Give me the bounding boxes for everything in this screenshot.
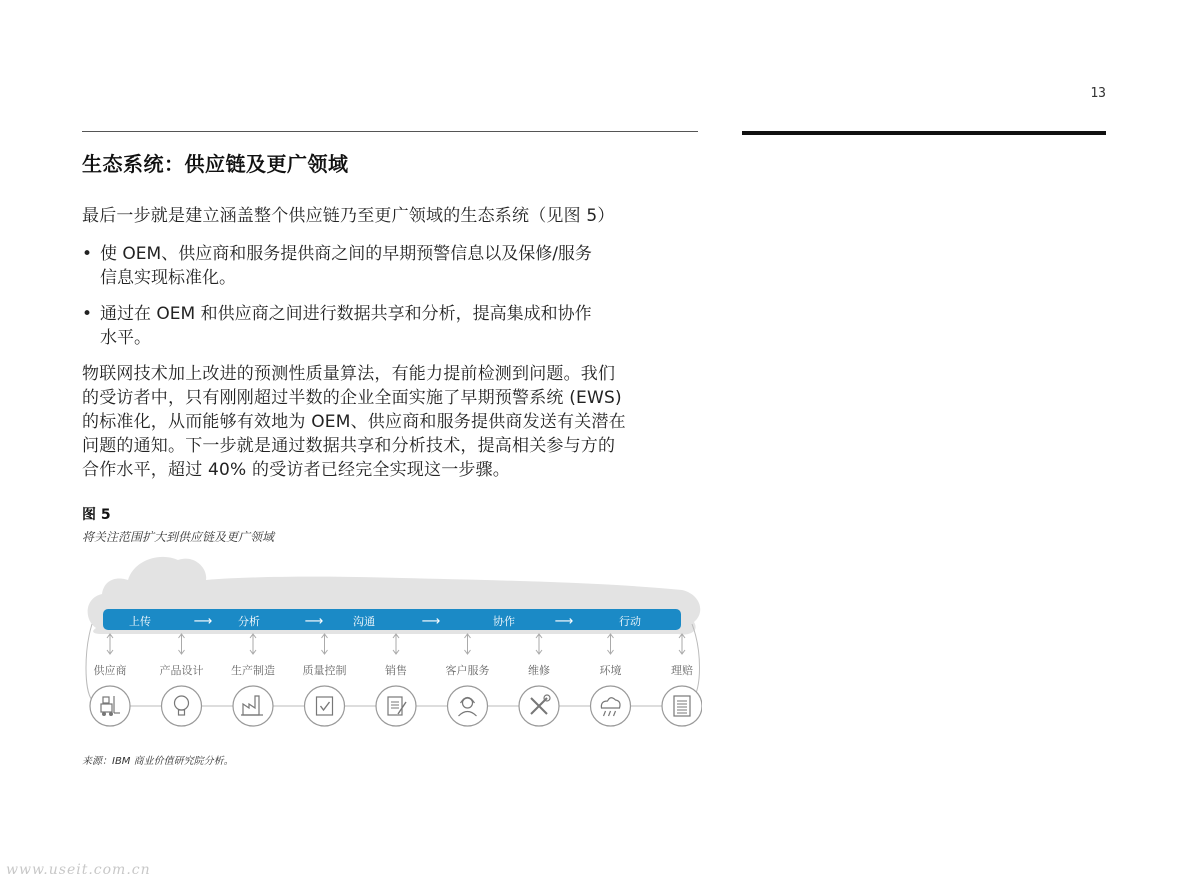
bullet-list	[82, 242, 698, 350]
body-line: 的标准化，从而能够有效地为 OEM、供应商和服务提供商发送有关潜在	[82, 412, 626, 432]
body-line: 问题的通知。下一步就是通过数据共享和分析技术，提高相关参与方的	[82, 436, 616, 456]
node-label: 环境	[599, 664, 622, 677]
bullet-text: 使 OEM、供应商和服务提供商之间的早期预警信息以及保修/服务	[100, 244, 592, 264]
node-label: 质量控制	[302, 664, 347, 677]
sidebar-rule	[742, 131, 1106, 135]
node-circle	[591, 686, 631, 726]
node-label: 客户服务	[445, 664, 490, 677]
ecosystem-diagram	[82, 550, 702, 740]
process-step-label: 分析	[238, 615, 260, 628]
node-document	[662, 634, 702, 726]
process-step-label: 行动	[619, 615, 641, 628]
bullet-item	[82, 242, 660, 290]
body-line: 合作水平，超过 40% 的受访者已经完全实现这一步骤。	[82, 460, 510, 480]
page-number: 13	[1090, 86, 1106, 101]
node-circle	[376, 686, 416, 726]
bullet-item	[82, 302, 660, 350]
bullet-text: 水平。	[100, 328, 151, 348]
process-arrow-icon: ⟶	[554, 614, 574, 629]
node-label: 销售	[385, 664, 407, 677]
node-circle	[662, 686, 702, 726]
node-checklist	[303, 634, 347, 726]
ecosystem-diagram-svg	[82, 550, 702, 740]
node-weather	[591, 634, 631, 726]
process-step-label: 沟通	[353, 615, 375, 628]
bullet-text: 通过在 OEM 和供应商之间进行数据共享和分析，提高集成和协作	[100, 304, 592, 324]
node-contract	[376, 634, 416, 726]
body-paragraph	[82, 362, 698, 482]
watermark: www.useit.com.cn	[6, 862, 151, 878]
process-arrow-icon: ⟶	[304, 614, 324, 629]
node-headset-agent	[446, 634, 490, 726]
node-circle	[305, 686, 345, 726]
section-title: 生态系统：供应链及更广领域	[82, 152, 349, 176]
figure-subtitle: 将关注范围扩大到供应链及更广领域	[82, 530, 275, 544]
node-label: 维修	[528, 664, 550, 677]
node-tools	[519, 634, 559, 726]
node-label: 生产制造	[231, 664, 275, 677]
process-arrow-icon: ⟶	[421, 614, 441, 629]
node-label: 供应商	[93, 664, 127, 677]
process-arrow-icon: ⟶	[193, 614, 213, 629]
node-label: 理赔	[671, 664, 693, 677]
bullet-dot: •	[82, 244, 93, 264]
node-lightbulb	[160, 634, 204, 726]
main-content	[82, 143, 698, 545]
node-circle	[162, 686, 202, 726]
header-rule	[82, 131, 698, 132]
body-line: 物联网技术加上改进的预测性质量算法，有能力提前检测到问题。我们	[82, 364, 616, 384]
node-factory	[231, 634, 275, 726]
body-line: 的受访者中，只有刚刚超过半数的企业全面实施了早期预警系统 (EWS)	[82, 388, 622, 408]
process-step-label: 上传	[129, 615, 151, 628]
bullet-text: 信息实现标准化。	[100, 268, 236, 288]
bullet-dot: •	[82, 304, 93, 324]
process-step-label: 协作	[493, 615, 515, 628]
node-label: 产品设计	[159, 664, 204, 677]
intro-paragraph: 最后一步就是建立涵盖整个供应链乃至更广领域的生态系统（见图 5）	[82, 206, 615, 226]
node-circle	[90, 686, 130, 726]
figure-label: 图 5	[82, 507, 111, 523]
node-forklift	[90, 634, 130, 726]
node-circle	[448, 686, 488, 726]
process-band	[103, 609, 681, 630]
source-note: 来源：IBM 商业价值研究院分析。	[82, 756, 234, 767]
